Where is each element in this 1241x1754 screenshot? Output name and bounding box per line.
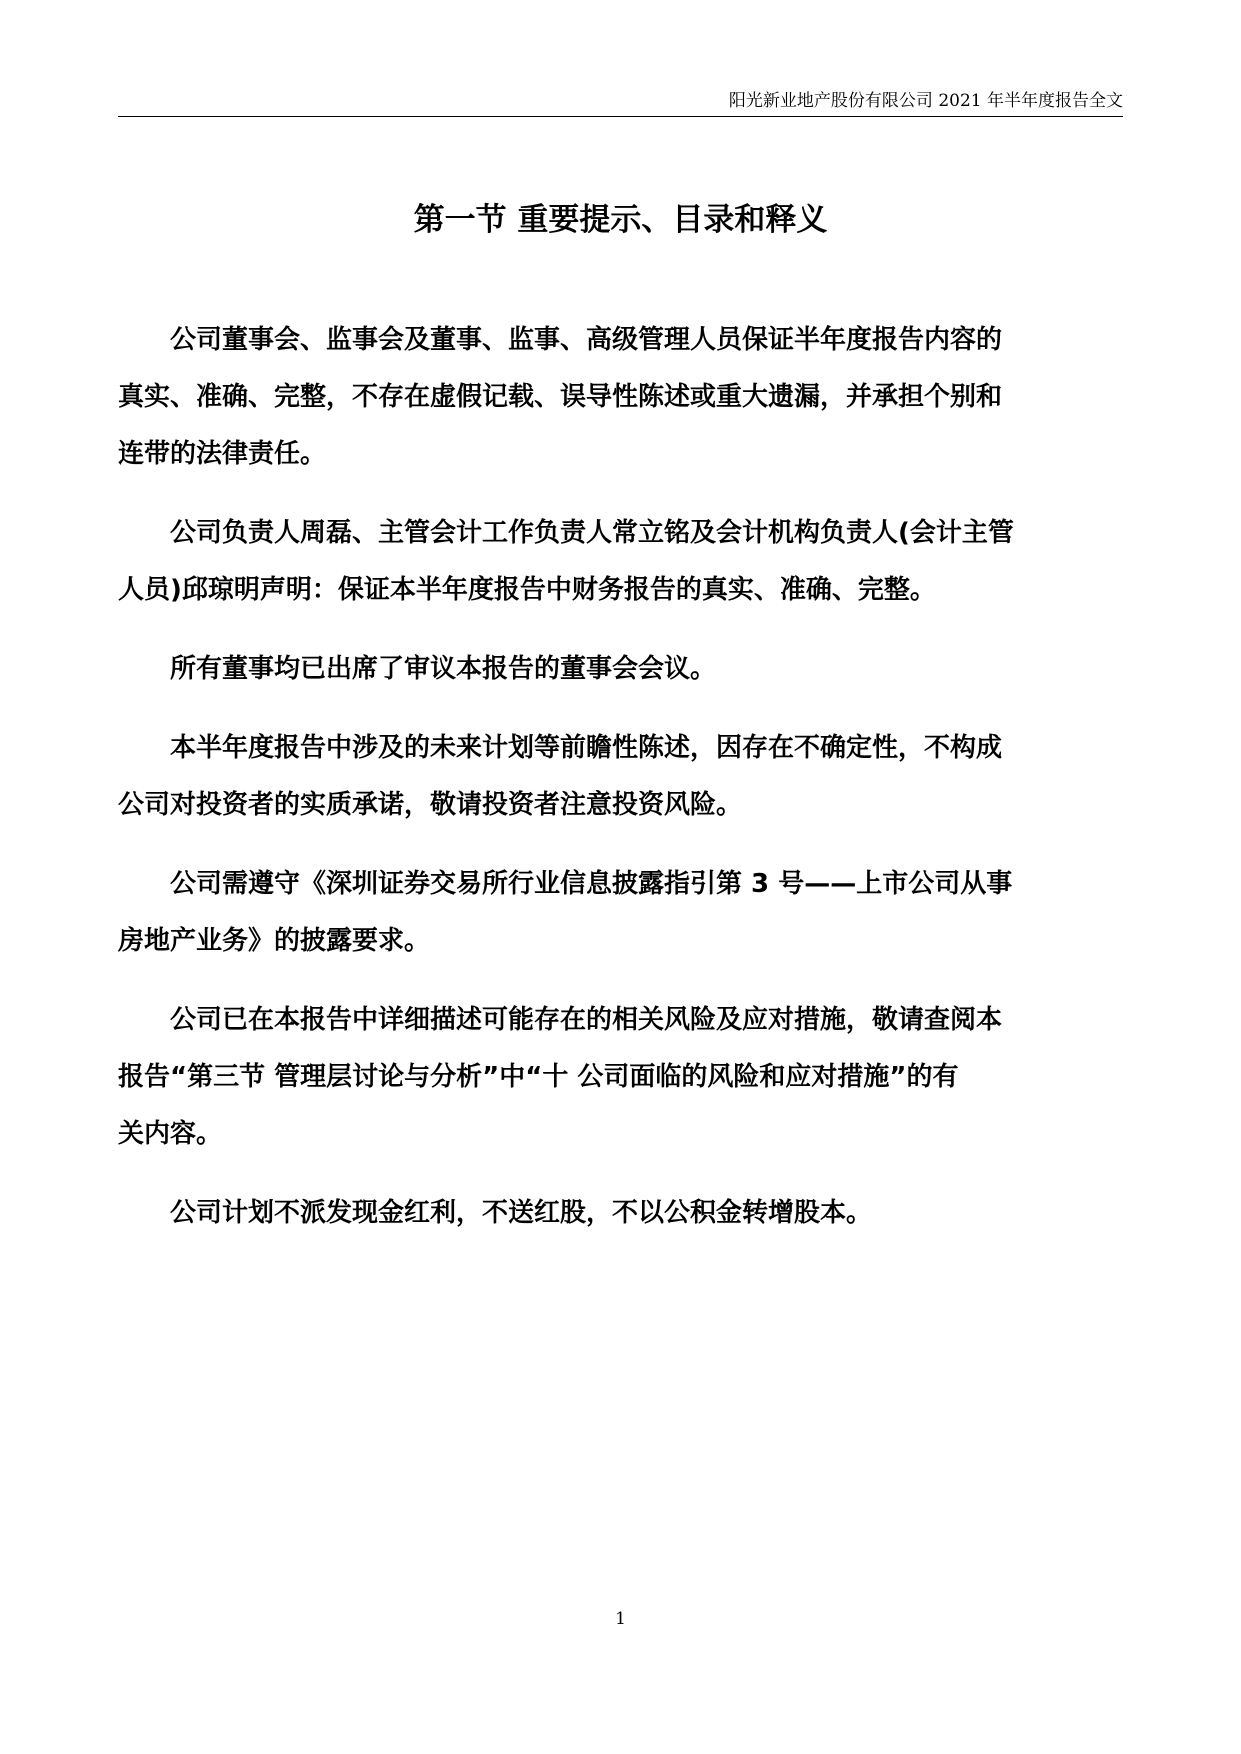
paragraph-line: 公司负责人周磊、主管会计工作负责人常立铭及会计机构负责人(会计主管 xyxy=(170,518,1014,548)
header-title: 阳光新业地产股份有限公司 2021 年半年度报告全文 xyxy=(728,91,1123,111)
document-body xyxy=(118,312,1123,1264)
paragraph-directors-attendance xyxy=(118,641,1123,698)
paragraph-responsible-persons xyxy=(118,505,1123,619)
page-number: 1 xyxy=(615,1609,626,1629)
paragraph-line: 公司需遵守《深圳证券交易所行业信息披露指引第 3 号——上市公司从事 xyxy=(170,869,1013,899)
paragraph-line: 公司董事会、监事会及董事、监事、高级管理人员保证半年度报告内容的 xyxy=(170,325,1003,355)
paragraph-dividend-plan xyxy=(118,1185,1123,1242)
paragraph-board-guarantee xyxy=(118,312,1123,483)
paragraph-forward-looking xyxy=(118,720,1123,834)
paragraph-line: 公司对投资者的实质承诺，敬请投资者注意投资风险。 xyxy=(118,790,743,820)
paragraph-disclosure-guideline xyxy=(118,856,1123,970)
paragraph-risk-description xyxy=(118,992,1123,1163)
paragraph-line: 连带的法律责任。 xyxy=(118,439,327,469)
paragraph-line: 本半年度报告中涉及的未来计划等前瞻性陈述，因存在不确定性，不构成 xyxy=(170,733,1003,763)
paragraph-line: 公司已在本报告中详细描述可能存在的相关风险及应对措施，敬请查阅本 xyxy=(170,1005,1003,1035)
page-header xyxy=(118,88,1123,117)
paragraph-line: 人员)邱琼明声明：保证本半年度报告中财务报告的真实、准确、完整。 xyxy=(118,575,936,605)
section-title: 第一节 重要提示、目录和释义 xyxy=(413,202,828,238)
paragraph-line: 关内容。 xyxy=(118,1119,223,1149)
paragraph-line: 公司计划不派发现金红利，不送红股，不以公积金转增股本。 xyxy=(170,1198,873,1228)
paragraph-line: 所有董事均已出席了审议本报告的董事会会议。 xyxy=(170,654,717,684)
paragraph-line: 房地产业务》的披露要求。 xyxy=(118,926,431,956)
paragraph-line: 报告“第三节 管理层讨论与分析”中“十 公司面临的风险和应对措施”的有 xyxy=(118,1062,959,1092)
paragraph-line: 真实、准确、完整，不存在虚假记载、误导性陈述或重大遗漏，并承担个别和 xyxy=(118,382,1003,412)
